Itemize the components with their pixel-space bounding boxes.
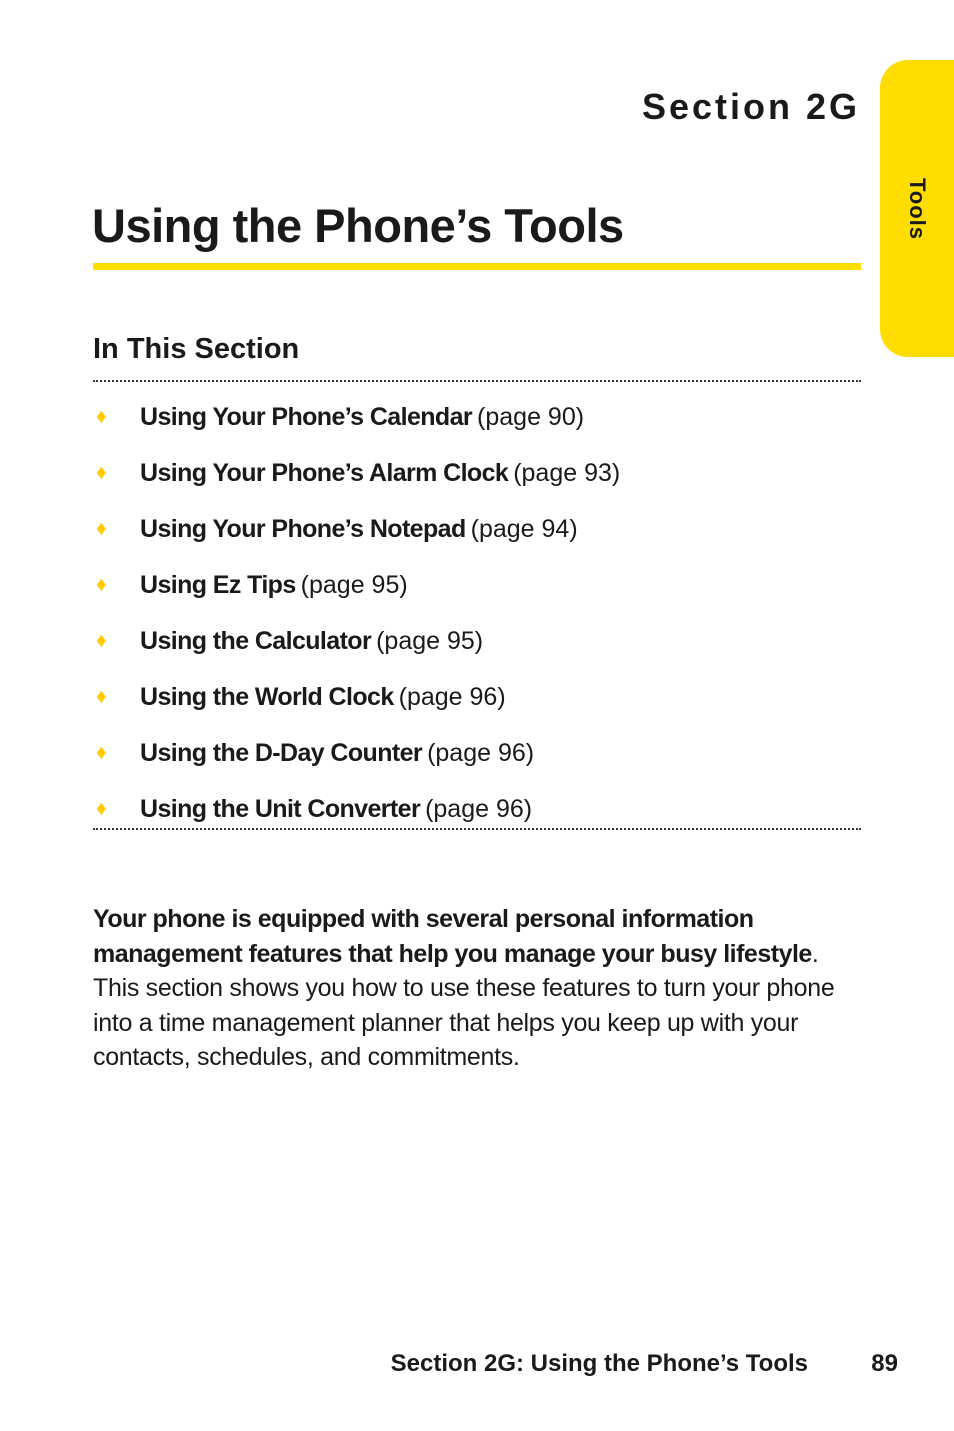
dotted-divider-top xyxy=(93,380,861,382)
list-item-page-ref: (page 93) xyxy=(513,458,621,487)
page-title: Using the Phone’s Tools xyxy=(92,199,624,252)
side-tab-label: Tools xyxy=(905,178,930,241)
list-item-page-ref: (page 90) xyxy=(477,402,585,431)
list-item-page-ref: (page 94) xyxy=(470,514,578,543)
intro-body: This section shows you how to use these features to turn your phone into a time management planner that helps you keep up with your contacts, schedules, and commitments. xyxy=(93,974,835,1072)
list-item-title[interactable]: Using Your Phone’s Notepad xyxy=(140,514,466,543)
list-item[interactable] xyxy=(93,725,861,781)
diamond-bullet-icon: ♦ xyxy=(96,797,107,820)
list-item-title[interactable]: Using Your Phone’s Calendar xyxy=(140,402,473,431)
list-item-title[interactable]: Using the World Clock xyxy=(140,682,394,711)
list-item[interactable] xyxy=(93,669,861,725)
list-item-title[interactable]: Using the Unit Converter xyxy=(140,794,421,823)
list-item-title[interactable]: Using Ez Tips xyxy=(140,570,296,599)
dotted-divider-bottom xyxy=(93,828,861,830)
list-item-title[interactable]: Using the D-Day Counter xyxy=(140,738,423,767)
intro-period: . xyxy=(811,939,819,968)
list-item-page-ref: (page 95) xyxy=(300,570,408,599)
intro-bold-lead: Your phone is equipped with several personal information management features that help you manage your busy lifestyle xyxy=(93,905,812,968)
list-item[interactable] xyxy=(93,613,861,669)
section-number: Section 2G xyxy=(641,86,860,127)
list-item[interactable] xyxy=(93,557,861,613)
list-item[interactable] xyxy=(93,445,861,501)
list-item-page-ref: (page 96) xyxy=(427,738,535,767)
list-item-title[interactable]: Using Your Phone’s Alarm Clock xyxy=(140,458,509,487)
diamond-bullet-icon: ♦ xyxy=(96,461,107,484)
footer-page-number: 89 xyxy=(871,1350,898,1377)
title-rule xyxy=(93,263,861,270)
diamond-bullet-icon: ♦ xyxy=(96,405,107,428)
in-this-section-heading: In This Section xyxy=(93,333,300,365)
list-item-title[interactable]: Using the Calculator xyxy=(140,626,372,655)
intro-paragraph xyxy=(93,902,853,1075)
footer-section-label: Section 2G: Using the Phone’s Tools xyxy=(390,1350,808,1377)
diamond-bullet-icon: ♦ xyxy=(96,573,107,596)
list-item-page-ref: (page 95) xyxy=(376,626,484,655)
list-item-page-ref: (page 96) xyxy=(425,794,533,823)
diamond-bullet-icon: ♦ xyxy=(96,741,107,764)
section-contents-list xyxy=(93,389,861,837)
diamond-bullet-icon: ♦ xyxy=(96,517,107,540)
diamond-bullet-icon: ♦ xyxy=(96,685,107,708)
diamond-bullet-icon: ♦ xyxy=(96,629,107,652)
list-item[interactable] xyxy=(93,389,861,445)
list-item[interactable] xyxy=(93,501,861,557)
list-item-page-ref: (page 96) xyxy=(398,682,506,711)
